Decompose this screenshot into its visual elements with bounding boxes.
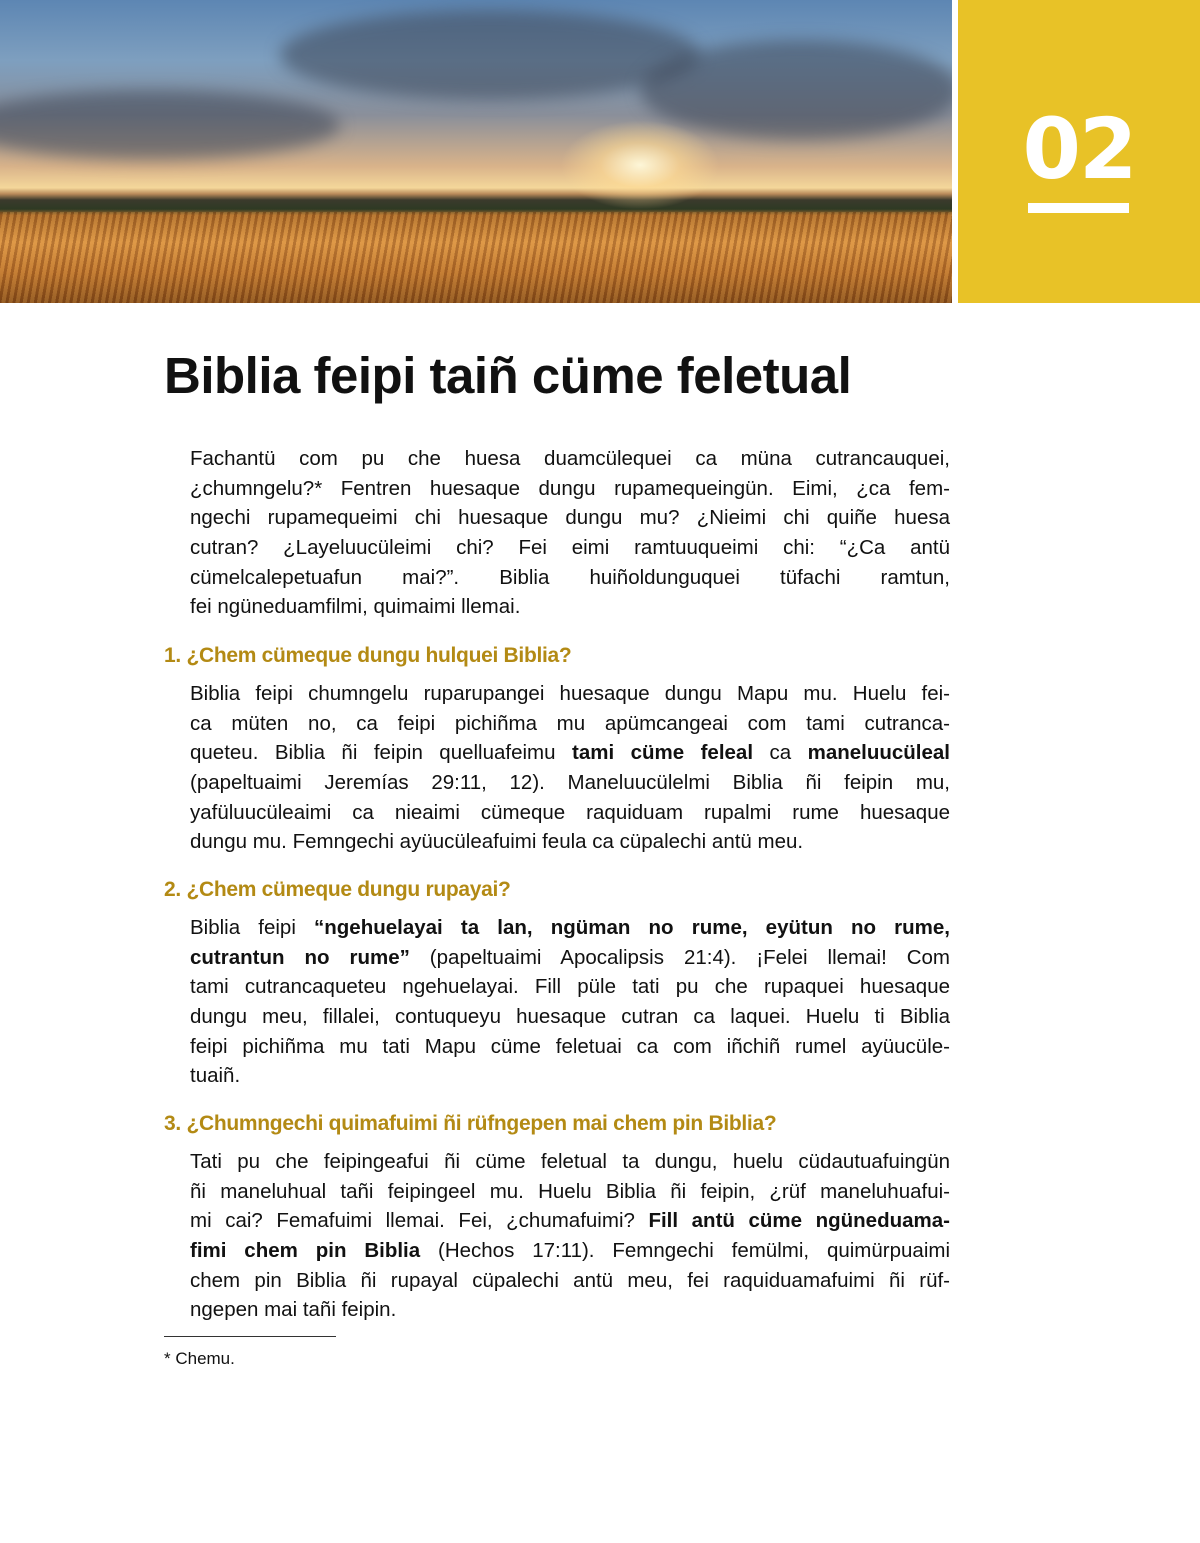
- text-line: [190, 533, 950, 563]
- text-line: [190, 1177, 950, 1207]
- section-3-paragraph: [190, 1147, 950, 1325]
- text-line: [190, 679, 950, 709]
- section-heading-2: 2. ¿Chem cümeque dungu rupayai?: [164, 878, 511, 901]
- text-run: fei ngüneduamfilmi, quimaimi llemai.: [190, 595, 521, 619]
- text-run: ngepen mai tañi feipin.: [190, 1298, 397, 1322]
- text-line: [190, 798, 950, 828]
- text-run: Tati pu che feipingeafui ñi cüme feletual ta dungu, huelu cüdautuafuingün: [190, 1150, 950, 1173]
- header-photo-wheat-field-sunset: [0, 0, 952, 303]
- text-line: [190, 503, 950, 533]
- text-run: queteu. Biblia ñi feipin quelluafeimu: [190, 741, 572, 765]
- text-run: (papeltuaimi Apocalipsis 21:4). ¡Felei llemai! Com: [409, 945, 950, 969]
- text-line: [190, 827, 950, 857]
- text-run: ñi maneluhual tañi feipingeel mu. Huelu Biblia ñi feipin, ¿rüf maneluhuafui-: [190, 1179, 950, 1203]
- footnote-divider: [164, 1336, 336, 1337]
- text-run: ca müten no, ca feipi pichiñma mu apümcangeai com tami cutranca-: [190, 711, 950, 735]
- text-line: [190, 1061, 950, 1091]
- text-line: [190, 592, 950, 622]
- text-line: [190, 1266, 950, 1296]
- bold-text: cutrantun no rume”: [190, 945, 410, 969]
- text-line: [190, 943, 950, 973]
- text-run: yafüluucüleaimi ca nieaimi cümeque raquiduam rupalmi rume huesaque: [190, 800, 950, 824]
- text-line: [190, 1236, 950, 1266]
- section-1-paragraph: [190, 679, 950, 857]
- text-run: ngechi rupamequeimi chi huesaque dungu mu? ¿Nieimi chi quiñe huesa: [190, 506, 950, 530]
- section-heading-1: 1. ¿Chem cümeque dungu hulquei Biblia?: [164, 644, 572, 667]
- text-run: cümelcalepetuafun mai?”. Biblia huiñoldunguquei tüfachi ramtun,: [190, 565, 950, 589]
- bold-text: Fill antü cüme ngüneduama-: [648, 1209, 950, 1233]
- text-run: mi cai? Femafuimi llemai. Fei, ¿chumafuimi?: [190, 1209, 649, 1233]
- text-line: [190, 1147, 950, 1177]
- text-run: dungu mu. Femngechi ayüucüleafuimi feula ca cüpalechi antü meu.: [190, 830, 804, 854]
- chapter-underline: [1028, 203, 1129, 213]
- cloud-shape: [640, 40, 952, 140]
- text-run: (papeltuaimi Jeremías 29:11, 12). Maneluucülelmi Biblia ñi feipin mu,: [190, 771, 950, 795]
- text-line: [190, 474, 950, 504]
- text-run: ¿chumngelu?* Fentren huesaque dungu rupamequeingün. Eimi, ¿ca fem-: [190, 476, 950, 500]
- chapter-number: 02: [1022, 100, 1136, 198]
- text-run: Biblia feipi chumngelu ruparupangei huesaque dungu Mapu mu. Huelu fei-: [190, 682, 950, 705]
- cloud-shape: [280, 10, 700, 100]
- footnote: * Chemu.: [164, 1349, 235, 1368]
- text-run: feipi pichiñma mu tati Mapu cüme feletuai ca com iñchiñ rumel ayüucüle-: [190, 1034, 950, 1058]
- text-run: ca: [753, 741, 808, 765]
- bold-text: maneluucüleal: [807, 741, 951, 765]
- text-line: [190, 972, 950, 1002]
- text-run: Biblia feipi: [190, 916, 315, 939]
- text-line: [190, 444, 950, 474]
- text-run: cutran? ¿Layeluucüleimi chi? Fei eimi ramtuuqueimi chi: “¿Ca antü: [190, 536, 950, 560]
- text-run: tami cutrancaqueteu ngehuelayai. Fill püle tati pu che rupaquei huesaque: [190, 975, 950, 999]
- text-line: [190, 913, 950, 943]
- page-title: Biblia feipi taiñ cüme feletual: [164, 347, 852, 404]
- intro-paragraph: [190, 444, 950, 622]
- wheat-field: [0, 212, 952, 303]
- bold-text: fimi chem pin Biblia: [190, 1239, 421, 1263]
- text-run: chem pin Biblia ñi rupayal cüpalechi antü meu, fei raquiduamafuimi ñi rüf-: [190, 1268, 950, 1292]
- section-heading-3: 3. ¿Chumngechi quimafuimi ñi rüfngepen mai chem pin Biblia?: [164, 1112, 777, 1135]
- bold-text: “ngehuelayai ta lan, ngüman no rume, eyütun no rume,: [314, 916, 950, 939]
- text-line: [190, 768, 950, 798]
- bold-text: tami cüme feleal: [572, 741, 754, 765]
- text-line: [190, 1002, 950, 1032]
- sun-glow: [560, 120, 720, 210]
- text-run: tuaiñ.: [190, 1064, 241, 1088]
- text-line: [190, 1206, 950, 1236]
- text-run: (Hechos 17:11). Femngechi femülmi, quimürpuaimi: [420, 1239, 950, 1263]
- section-2-paragraph: [190, 913, 950, 1091]
- text-line: [190, 1032, 950, 1062]
- chapter-badge: [958, 0, 1200, 303]
- text-line: [190, 1295, 950, 1325]
- text-run: dungu meu, fillalei, contuqueyu huesaque cutran ca laquei. Huelu ti Biblia: [190, 1005, 950, 1029]
- text-line: [190, 738, 950, 768]
- text-line: [190, 563, 950, 593]
- text-line: [190, 709, 950, 739]
- text-run: Fachantü com pu che huesa duamcülequei ca müna cutrancauquei,: [190, 447, 950, 470]
- cloud-shape: [0, 90, 340, 160]
